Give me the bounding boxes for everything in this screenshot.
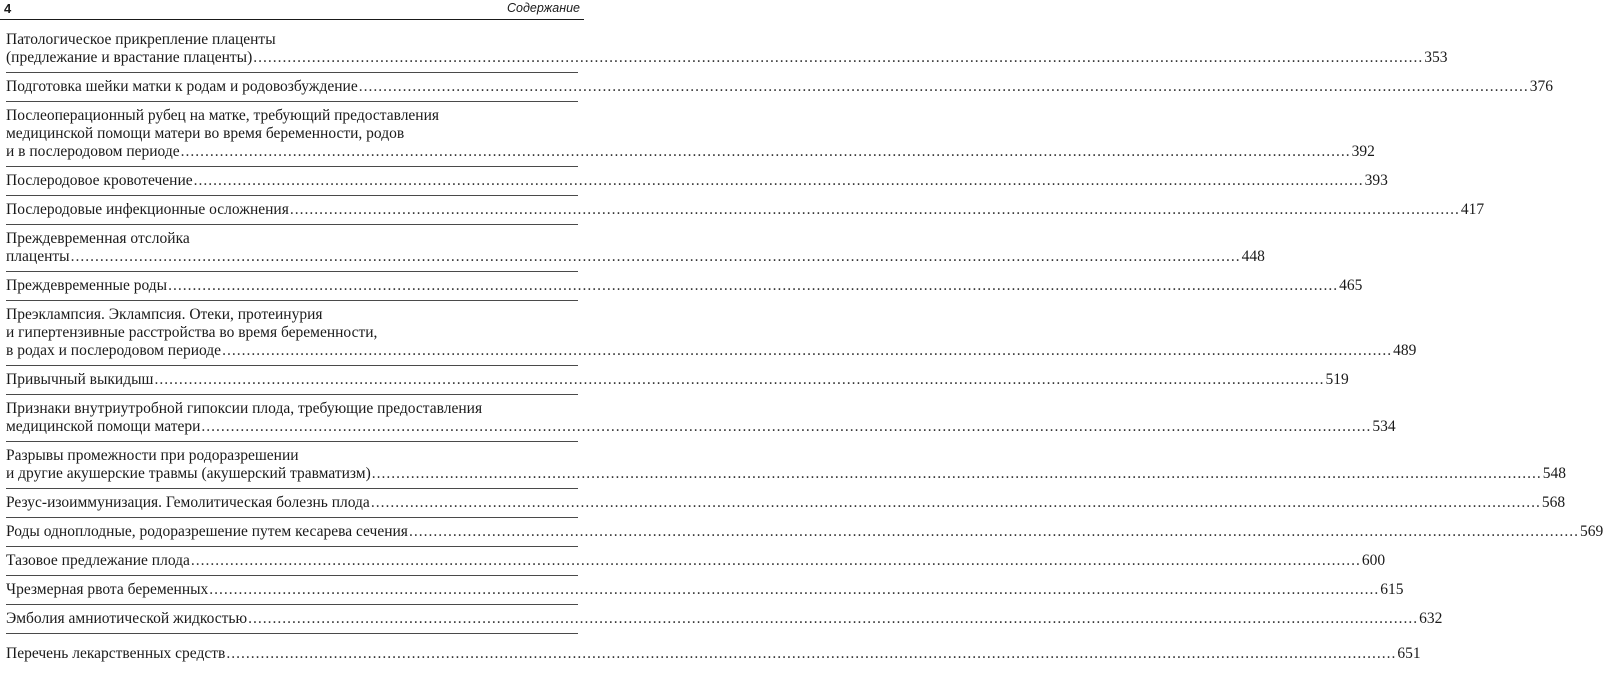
toc-entry-last-line [6,172,1388,190]
toc-entry-last-line [6,465,1567,483]
toc-entry-last-line [6,645,1421,663]
running-header [0,0,584,20]
toc-entry[interactable] [6,645,1421,668]
toc-entry-title: и в послеродовом периоде [6,143,180,160]
toc-entry-title: Эмболия амниотической жидкостью [6,610,248,627]
toc-entry[interactable] [6,581,1404,605]
toc-entry-title-line: Преждевременная отслойка [6,230,190,247]
toc-page-number: 534 [1372,418,1396,435]
toc-page-number: 353 [1424,49,1448,66]
dot-leader [154,371,1324,389]
toc-entry-title: плаценты [6,248,70,265]
toc-entry-last-line [6,277,1363,295]
toc-entry-title: Привычный выкидыш [6,371,154,388]
toc-page-number: 615 [1380,581,1404,598]
dot-leader [371,494,1541,512]
toc-entry-title: Преждевременные роды [6,277,168,294]
toc-entry-last-line [6,371,1349,389]
dot-leader [409,523,1579,541]
toc-entry-title-line: Патологическое прикрепление плаценты [6,31,276,48]
table-of-contents [6,31,1603,673]
toc-entry-last-line [6,581,1404,599]
toc-entry[interactable] [6,371,1349,395]
toc-entry-title: Чрезмерная рвота беременных [6,581,209,598]
toc-entry-title: Подготовка шейки матки к родам и родовозбуждение [6,78,358,95]
dot-leader [194,172,1364,190]
toc-entry[interactable] [6,31,1448,73]
toc-entry[interactable] [6,277,1363,301]
toc-page-number: 600 [1361,552,1386,569]
toc-page-number: 448 [1241,248,1265,265]
dot-leader [359,78,1529,96]
toc-page-number: 393 [1364,172,1388,189]
dot-leader [191,552,1361,570]
toc-page-number: 489 [1393,342,1417,359]
toc-entry[interactable] [6,447,1567,489]
toc-entry[interactable] [6,107,1375,167]
toc-page-number: 651 [1397,645,1421,662]
toc-entry-last-line [6,523,1603,541]
toc-entry-last-line [6,610,1443,628]
toc-page-number: 465 [1339,277,1363,294]
toc-entry-title-line: Преэклампсия. Эклампсия. Отеки, протеинурия [6,306,323,323]
toc-entry[interactable] [6,201,1485,225]
toc-entry[interactable] [6,400,1396,442]
toc-entry-last-line [6,552,1386,570]
toc-entry-title-line: и гипертензивные расстройства во время беременности, [6,324,378,341]
toc-entry-title-line: Разрывы промежности при родоразрешении [6,447,299,464]
dot-leader [71,248,1241,266]
toc-entry-title: (предлежание и врастание плаценты) [6,49,253,66]
toc-page-number: 632 [1419,610,1443,627]
toc-entry-last-line [6,201,1485,219]
toc-page-number: 376 [1529,78,1553,95]
toc-entry-title: Резус-изоиммунизация. Гемолитическая болезнь плода [6,494,370,511]
toc-entry[interactable] [6,78,1553,102]
dot-leader [290,201,1460,219]
toc-entry-last-line [6,49,1448,67]
toc-entry[interactable] [6,523,1603,547]
toc-entry-title-line: Признаки внутриутробной гипоксии плода, требующие предоставления [6,400,483,417]
toc-entry-title: и другие акушерские травмы (акушерский травматизм) [6,465,371,482]
dot-leader [226,645,1396,663]
dot-leader [201,418,1371,436]
dot-leader [248,610,1418,628]
toc-entry-last-line [6,248,1265,266]
dot-leader [209,581,1379,599]
toc-entry-title: в родах и послеродовом периоде [6,342,222,359]
dot-leader [168,277,1338,295]
toc-entry[interactable] [6,552,1386,576]
toc-entry-last-line [6,342,1417,360]
toc-entry-title: Перечень лекарственных средств [6,645,226,662]
toc-entry[interactable] [6,230,1265,272]
toc-entry[interactable] [6,306,1417,366]
toc-entry-title-line: Послеоперационный рубец на матке, требующий предоставления [6,107,440,124]
toc-page-number: 417 [1460,201,1485,218]
toc-entry[interactable] [6,610,1443,634]
header-rule [0,19,584,20]
toc-page-number: 568 [1541,494,1566,511]
toc-entry-title: медицинской помощи матери [6,418,201,435]
dot-leader [181,143,1351,161]
toc-entry-title: Роды одноплодные, родоразрешение путем кесарева сечения [6,523,408,540]
toc-page-number: 569 [1579,523,1603,540]
toc-entry-title-line: медицинской помощи матери во время беременности, родов [6,125,405,142]
toc-entry-last-line [6,78,1553,96]
section-title: Содержание [507,1,580,15]
toc-entry[interactable] [6,494,1566,518]
toc-entry-last-line [6,418,1396,436]
toc-entry-title: Послеродовое кровотечение [6,172,193,189]
toc-entry-title: Послеродовые инфекционные осложнения [6,201,289,218]
toc-page-number: 392 [1351,143,1375,160]
toc-entry-title: Тазовое предлежание плода [6,552,190,569]
toc-entry[interactable] [6,172,1388,196]
page-number: 4 [4,1,12,16]
toc-entry-last-line [6,143,1375,161]
toc-entry-last-line [6,494,1566,512]
toc-page-number: 519 [1325,371,1349,388]
dot-leader [253,49,1423,67]
dot-leader [222,342,1392,360]
toc-page-number: 548 [1542,465,1567,482]
dot-leader [372,465,1542,483]
